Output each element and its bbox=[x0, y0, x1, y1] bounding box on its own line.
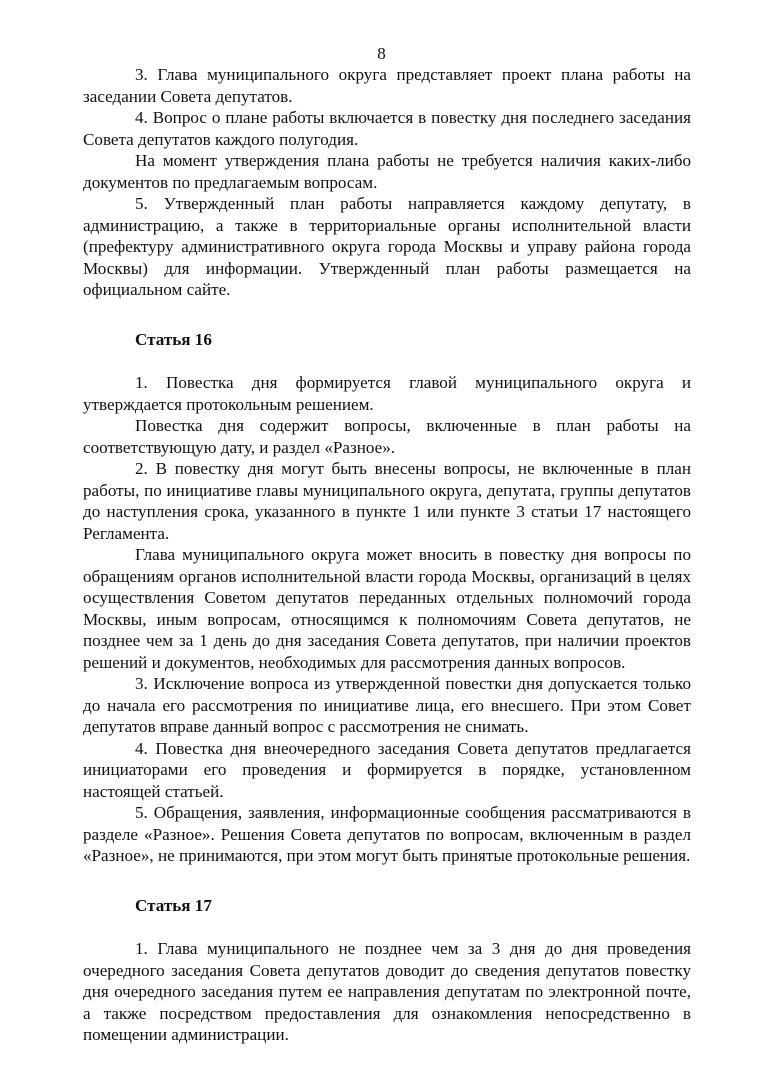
paragraph: Повестка дня содержит вопросы, включенные в план работы на соответствующую дату, и раздел «Разное». bbox=[83, 416, 691, 457]
paragraph: 5. Утвержденный план работы направляется каждому депутату, в администрацию, а также в территориальные органы исполнительной власти (префектуру административного округа города Москвы и управу района города Москвы) для информации. Утвержденный план работы размещается на официальном сайте. bbox=[83, 194, 691, 299]
paragraph: Глава муниципального округа может вносить в повестку дня вопросы по обращениям органов исполнительной власти города Москвы, организаций в целях осуществления Советом депутатов переданных отдельных полномочий города Москвы, иным вопросам, относящимся к полномочиям Совета депутатов, не позднее чем за 1 день до дня заседания Совета депутатов, при наличии проектов решений и документов, необходимых для рассмотрения данных вопросов. bbox=[83, 545, 691, 672]
paragraph: 1. Повестка дня формируется главой муниципального округа и утверждается протокольным решением. bbox=[83, 373, 691, 414]
paragraph: 1. Глава муниципального не позднее чем за 3 дня до дня проведения очередного заседания Совета депутатов доводит до сведения депутатов повестку дня очередного заседания путем ее направления депутатам по электронной почте, а также посредством предоставления для ознакомления непосредственно в помещении администрации. bbox=[83, 939, 691, 1044]
article-heading-16: Статья 16 bbox=[135, 329, 212, 349]
paragraph: 4. Вопрос о плане работы включается в повестку дня последнего заседания Совета депутатов каждого полугодия. bbox=[83, 108, 691, 149]
paragraph: 4. Повестка дня внеочередного заседания Совета депутатов предлагается инициаторами его проведения и формируется в порядке, установленном настоящей статьей. bbox=[83, 738, 691, 801]
article-heading-17: Статья 17 bbox=[135, 895, 212, 915]
paragraph: 3. Исключение вопроса из утвержденной повестки дня допускается только до начала его рассмотрения по инициативе лица, его внесшего. При этом Совет депутатов вправе данный вопрос с рассмотрения не снимать. bbox=[83, 674, 691, 736]
page-number: 8 bbox=[377, 44, 386, 63]
paragraph: 2. В повестку дня могут быть внесены вопросы, не включенные в план работы, по инициативе главы муниципального округа, депутата, группы депутатов до наступления срока, указанного в пункте 1 или пункте 3 статьи 17 настоящего Регламента. bbox=[83, 459, 691, 543]
paragraph: На момент утверждения плана работы не требуется наличия каких-либо документов по предлагаемым вопросам. bbox=[83, 151, 691, 192]
document-body bbox=[83, 64, 691, 1046]
paragraph: 5. Обращения, заявления, информационные сообщения рассматриваются в разделе «Разное». Решения Совета депутатов по вопросам, включенным в раздел «Разное», не принимаются, при этом могут быть принятые протокольные решения. bbox=[83, 803, 691, 865]
paragraph: 3. Глава муниципального округа представляет проект плана работы на заседании Совета депутатов. bbox=[83, 65, 691, 106]
